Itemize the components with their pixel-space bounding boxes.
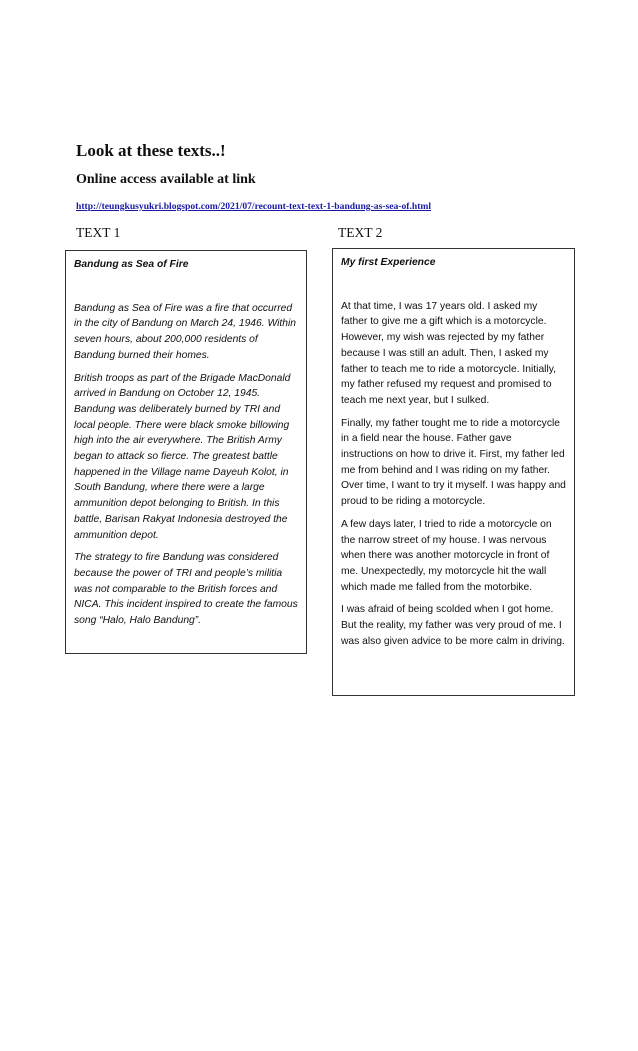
- text2-box: [332, 248, 575, 696]
- source-link[interactable]: http://teungkusyukri.blogspot.com/2021/07/recount-text-text-1-bandung-as-sea-of.html: [76, 201, 432, 212]
- text1-paragraph: Bandung as Sea of Fire was a fire that occurred in the city of Bandung on March 24, 1946. Within seven hours, about 200,000 residents of Bandung burned their homes.: [74, 302, 296, 361]
- text1-label: TEXT 1: [76, 225, 121, 240]
- text2-paragraph: A few days later, I tried to ride a motorcycle on the narrow street of my house. I was nervous when there was another motorcycle in front of me. Unexpectedly, my motorcycle hit the wall which made me falled from the motorbike.: [341, 518, 552, 593]
- text2-paragraph: I was afraid of being scolded when I got home. But the reality, my father was very proud of me. I was also given advice to be more calm in driving.: [341, 604, 565, 647]
- text1-paragraph: British troops as part of the Brigade MacDonald arrived in Bandung on October 12, 1945. Bandung was deliberately burned by TRI and local people. There were black smoke billowing high into the air everywhere. The British Army began to attack so fierce. The greatest battle happened in the Village name Dayeuh Kolot, in South Bandung, where there were a large ammunition depot belonging to British. In this battle, Barisan Rakyat Indonesia destroyed the ammunition depot.: [74, 372, 291, 541]
- text1-box: [65, 250, 307, 654]
- text2-title: My first Experience: [341, 257, 436, 268]
- text1-paragraph: The strategy to fire Bandung was considered because the power of TRI and people’s militia was not comparable to the British forces and NICA. This incident inspired to create the famous song “Halo, Halo Bandung”.: [74, 552, 298, 627]
- text2-paragraph: Finally, my father tought me to ride a motorcycle in a field near the house. Father gave instructions on how to drive it. First, my father led me from behind and I was riding on my father. Over time, I want to try it myself. I was happy and proud to be riding a motorcycle.: [341, 417, 566, 508]
- text1-title: Bandung as Sea of Fire: [74, 259, 189, 270]
- page-subheading: Online access available at link: [76, 172, 256, 187]
- text2-label: TEXT 2: [338, 225, 383, 240]
- text2-paragraph: At that time, I was 17 years old. I asked my father to give me a gift which is a motorcycle. However, my wish was rejected by my father because I was still an adult. Then, I asked my father to teach me to ride a motorcycle. Initially, my father refused my request and promised to teach me next year, but I sulked.: [341, 300, 556, 406]
- page-heading: Look at these texts..!: [76, 141, 226, 160]
